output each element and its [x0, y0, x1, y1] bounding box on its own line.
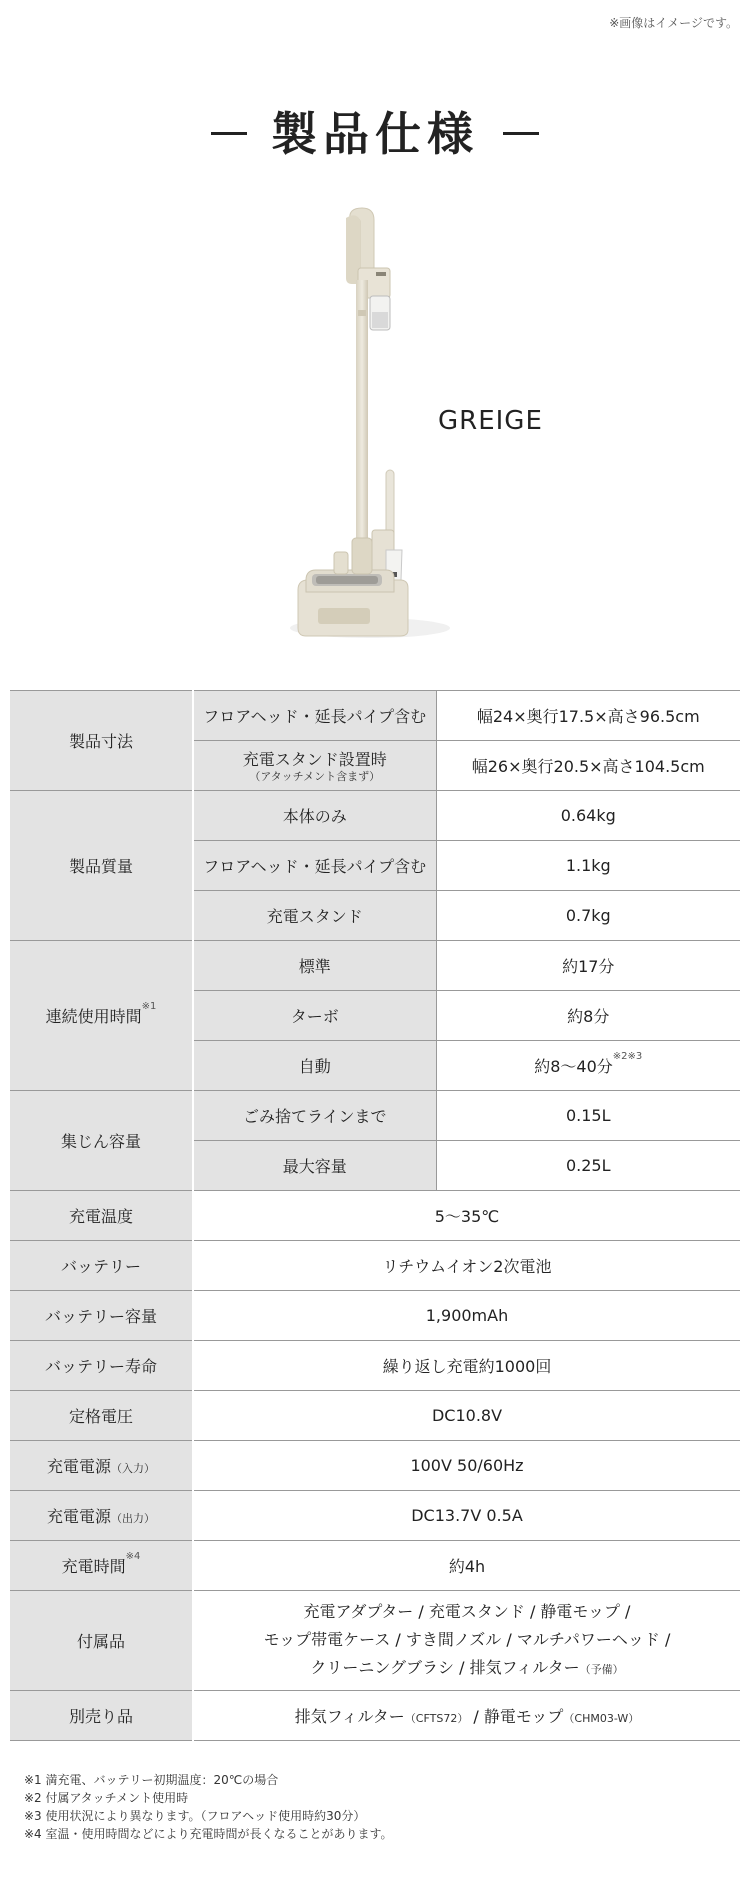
spec-value-text: 約8〜40分	[534, 1057, 613, 1076]
spec-sub-label: ごみ捨てラインまで	[193, 1091, 436, 1141]
spec-table	[10, 690, 740, 1741]
spec-value: DC13.7V 0.5A	[193, 1491, 740, 1541]
spec-category-dust: 集じん容量	[10, 1091, 193, 1191]
spec-sub-label	[193, 741, 436, 791]
title-dash-right	[503, 132, 539, 135]
spec-sub-label: 本体のみ	[193, 791, 436, 841]
spec-value: 1,900mAh	[193, 1291, 740, 1341]
table-row	[10, 941, 740, 991]
spec-sub-label: 充電スタンド	[193, 891, 436, 941]
footnote: ※3 使用状況により異なります。（フロアヘッド使用時約30分）	[24, 1809, 366, 1823]
spec-category-sold-separately: 別売り品	[10, 1691, 193, 1741]
spec-category-runtime	[10, 941, 193, 1091]
spec-sub-label: 自動	[193, 1041, 436, 1091]
spec-category	[10, 1441, 193, 1491]
accessory-qualifier: （予備）	[579, 1662, 624, 1676]
spec-value: 幅24×奥行17.5×高さ96.5cm	[436, 691, 740, 741]
spec-value: 幅26×奥行20.5×高さ104.5cm	[436, 741, 740, 791]
spec-category-size: 製品寸法	[10, 691, 193, 791]
table-row	[10, 1091, 740, 1141]
spec-category: バッテリー	[10, 1241, 193, 1291]
spec-sub-note: （アタッチメント含まず）	[249, 770, 381, 783]
spec-value-sold-separately	[193, 1691, 740, 1741]
spec-category: バッテリー容量	[10, 1291, 193, 1341]
spec-category: 定格電圧	[10, 1391, 193, 1441]
spec-category: バッテリー寿命	[10, 1341, 193, 1391]
spec-category-weight: 製品質量	[10, 791, 193, 941]
spec-value: 約4h	[193, 1541, 740, 1591]
spec-category-text: 充電電源	[46, 1507, 111, 1526]
spec-value: 1.1kg	[436, 841, 740, 891]
accessory-line: モップ帯電ケース / すき間ノズル / マルチパワーヘッド /	[263, 1629, 671, 1649]
accessory-line	[198, 1654, 736, 1684]
spec-value: リチウムイオン2次電池	[193, 1241, 740, 1291]
spec-category-accessories: 付属品	[10, 1591, 193, 1691]
accessory-line: 充電アダプター / 充電スタンド / 静電モップ /	[303, 1601, 631, 1621]
spec-sub-label: フロアヘッド・延長パイプ含む	[193, 691, 436, 741]
image-disclaimer: ※画像はイメージです。	[609, 16, 738, 30]
accessory-text: クリーニングブラシ / 排気フィルター	[310, 1657, 580, 1677]
spec-category: 充電温度	[10, 1191, 193, 1241]
spec-value: 繰り返し充電約1000回	[193, 1341, 740, 1391]
spec-sub-label: ターボ	[193, 991, 436, 1041]
table-row	[10, 791, 740, 841]
footnote: ※4 室温・使用時間などにより充電時間が長くなることがあります。	[24, 1827, 393, 1841]
footnote-ref: ※1	[141, 1001, 157, 1012]
footnote-ref: ※2※3	[612, 1051, 643, 1062]
spec-sub-text: 充電スタンド設置時	[242, 750, 387, 769]
spec-category-text: 充電時間	[61, 1557, 126, 1576]
spec-value: DC10.8V	[193, 1391, 740, 1441]
table-row	[10, 1491, 740, 1541]
spec-sub-label: 最大容量	[193, 1141, 436, 1191]
optional-item: 静電モップ	[483, 1707, 564, 1726]
spec-value: 0.7kg	[436, 891, 740, 941]
spec-value: 100V 50/60Hz	[193, 1441, 740, 1491]
spec-sub-label: 標準	[193, 941, 436, 991]
spec-category-text: 充電電源	[46, 1457, 111, 1476]
optional-item-code: （CFTS72）	[404, 1712, 469, 1725]
spec-value: 0.64kg	[436, 791, 740, 841]
spec-value: 5〜35℃	[193, 1191, 740, 1241]
spec-value: 約8分	[436, 991, 740, 1041]
title-dash-left	[211, 132, 247, 135]
footnote: ※1 満充電、バッテリー初期温度：20℃の場合	[24, 1773, 279, 1787]
spec-category	[10, 1541, 193, 1591]
separator: /	[468, 1707, 484, 1726]
spec-value: 約17分	[436, 941, 740, 991]
spec-value-accessories	[193, 1591, 740, 1691]
table-row	[10, 1541, 740, 1591]
footnotes	[24, 1771, 393, 1843]
spec-value: 0.25L	[436, 1141, 740, 1191]
footnote: ※2 付属アタッチメント使用時	[24, 1791, 189, 1805]
spec-category	[10, 1491, 193, 1541]
table-row	[10, 1391, 740, 1441]
optional-item-code: （CHM03-W）	[563, 1712, 640, 1725]
spec-sub-label: フロアヘッド・延長パイプ含む	[193, 841, 436, 891]
page-title	[0, 98, 750, 164]
table-row	[10, 691, 740, 741]
table-row	[10, 1341, 740, 1391]
spec-category-qualifier: （出力）	[111, 1512, 155, 1525]
title-text: 製品仕様	[271, 107, 479, 161]
table-row	[10, 1191, 740, 1241]
table-row	[10, 1241, 740, 1291]
table-row	[10, 1591, 740, 1691]
table-row	[10, 1441, 740, 1491]
spec-value	[436, 1041, 740, 1091]
spec-category-text: 連続使用時間	[45, 1007, 142, 1026]
optional-item: 排気フィルター	[294, 1707, 405, 1726]
table-row	[10, 1691, 740, 1741]
spec-value: 0.15L	[436, 1091, 740, 1141]
color-name: GREIGE	[438, 406, 543, 436]
table-row	[10, 1291, 740, 1341]
footnote-ref: ※4	[125, 1551, 141, 1562]
spec-category-qualifier: （入力）	[111, 1462, 155, 1475]
